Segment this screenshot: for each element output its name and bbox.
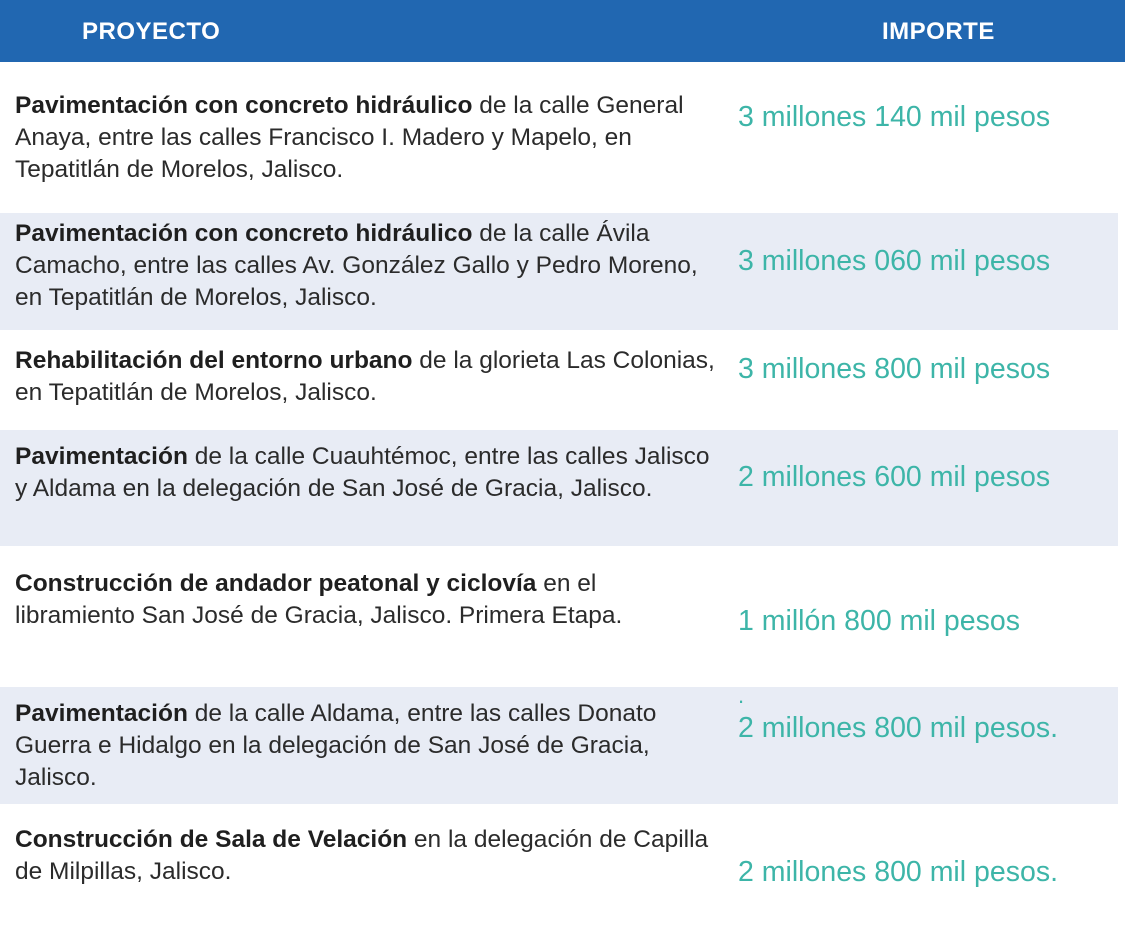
- project-amount: 3 millones 800 mil pesos: [738, 353, 1051, 385]
- project-title: Pavimentación: [15, 443, 188, 470]
- project-title: Construcción de Sala de Velación: [15, 826, 408, 853]
- table-row: [0, 683, 1118, 804]
- project-description: [15, 824, 720, 888]
- column-header-importe: IMPORTE: [882, 18, 995, 45]
- table-row: [0, 430, 1118, 546]
- project-description: [15, 568, 720, 632]
- table-row: [0, 213, 1118, 330]
- project-details: en la delegación de Capilla de Milpillas, Jalisco.: [15, 826, 709, 885]
- project-title: Construcción de andador peatonal y ciclovía: [15, 570, 537, 597]
- table-header: [0, 0, 1125, 62]
- project-amount: 3 millones 140 mil pesos: [738, 101, 1051, 133]
- project-amount: 2 millones 800 mil pesos.: [738, 712, 1058, 744]
- project-details: de la calle Ávila Camacho, entre las calles Av. González Gallo y Pedro Moreno, en Tepatitlán de Morelos, Jalisco.: [15, 220, 698, 311]
- project-amount: 3 millones 060 mil pesos: [738, 245, 1051, 277]
- project-title: Pavimentación con concreto hidráulico: [15, 220, 473, 247]
- project-amount: 2 millones 800 mil pesos.: [738, 856, 1058, 888]
- project-description: [15, 90, 720, 186]
- project-details: de la calle Cuauhtémoc, entre las calles Jalisco y Aldama en la delegación de San José de Gracia, Jalisco.: [15, 443, 710, 502]
- project-description: [15, 698, 720, 794]
- project-description: [15, 218, 720, 314]
- project-amount: 1 millón 800 mil pesos: [738, 605, 1020, 637]
- column-header-proyecto: PROYECTO: [82, 18, 221, 45]
- project-title: Pavimentación: [15, 700, 188, 727]
- table-row: [0, 804, 1118, 935]
- table-row: [0, 330, 1118, 430]
- project-description: [15, 345, 720, 409]
- project-details: de la glorieta Las Colonias, en Tepatitlán de Morelos, Jalisco.: [15, 347, 715, 406]
- project-title: Pavimentación con concreto hidráulico: [15, 92, 473, 119]
- table-row: [0, 546, 1118, 687]
- project-details: de la calle Aldama, entre las calles Donato Guerra e Hidalgo en la delegación de San José de Gracia, Jalisco.: [15, 700, 657, 791]
- project-amount: 2 millones 600 mil pesos: [738, 461, 1051, 493]
- project-details: en el libramiento San José de Gracia, Jalisco. Primera Etapa.: [15, 570, 623, 629]
- stray-dot: .: [738, 683, 745, 708]
- table-row: [0, 62, 1118, 213]
- project-description: [15, 441, 720, 505]
- project-title: Rehabilitación del entorno urbano: [15, 347, 413, 374]
- project-details: de la calle General Anaya, entre las calles Francisco I. Madero y Mapelo, en Tepatitlán de Morelos, Jalisco.: [15, 92, 684, 183]
